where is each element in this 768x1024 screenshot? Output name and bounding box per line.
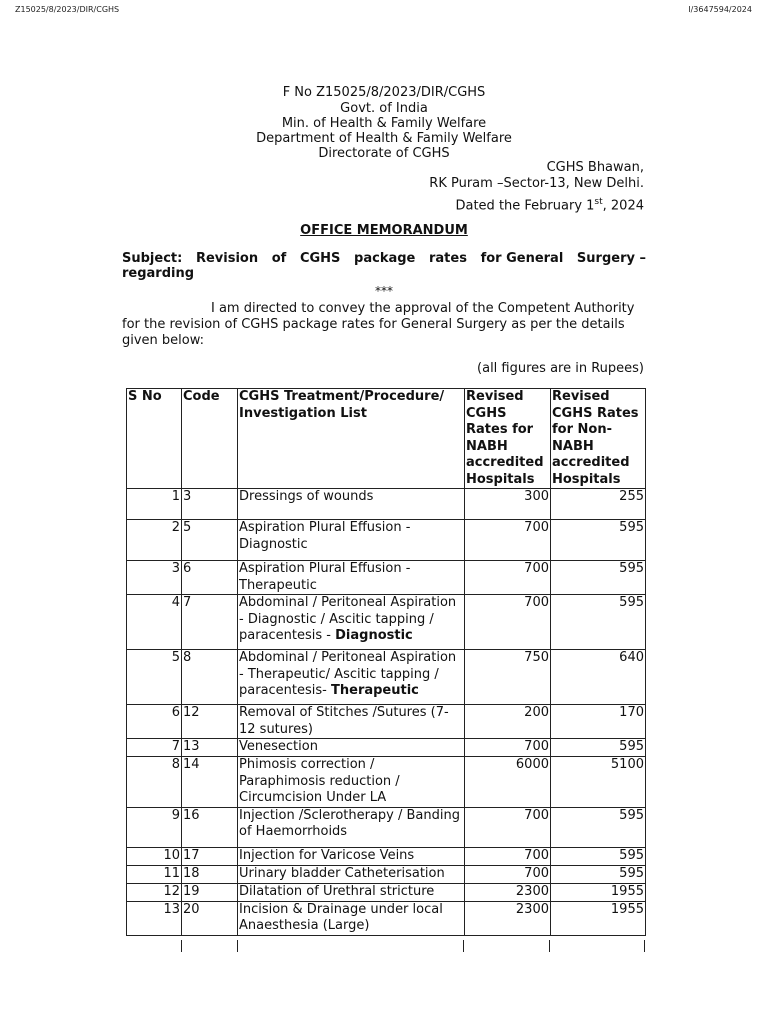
subject-word: for General	[480, 251, 564, 266]
cell-nabh-rate: 700	[465, 865, 551, 883]
table-row	[127, 901, 646, 935]
cell-treatment	[238, 901, 465, 935]
cell-non-nabh-rate: 595	[551, 561, 646, 595]
body-line-1: I am directed to convey the approval of the Competent Authority	[211, 301, 635, 316]
figures-note: (all figures are in Rupees)	[477, 361, 644, 376]
cell-treatment	[238, 561, 465, 595]
cell-treatment	[238, 883, 465, 901]
cell-non-nabh-rate: 595	[551, 807, 646, 847]
date-suffix: , 2024	[602, 198, 644, 214]
subject-line-1	[122, 251, 646, 266]
cell-code: 14	[182, 757, 238, 808]
top-left-reference: Z15025/8/2023/DIR/CGHS	[15, 5, 120, 14]
table-row	[127, 705, 646, 739]
cell-sno: 9	[127, 807, 182, 847]
cell-nabh-rate: 700	[465, 847, 551, 865]
cell-nabh-rate: 700	[465, 739, 551, 757]
cell-treatment	[238, 705, 465, 739]
ministry-line: Min. of Health & Family Welfare	[281, 116, 487, 131]
cell-nabh-rate: 700	[465, 807, 551, 847]
cell-treatment	[238, 847, 465, 865]
cell-non-nabh-rate: 1955	[551, 901, 646, 935]
top-right-reference: I/3647594/2024	[688, 5, 752, 14]
cell-non-nabh-rate: 595	[551, 865, 646, 883]
table-row	[127, 561, 646, 595]
cell-nabh-rate: 200	[465, 705, 551, 739]
subject-word: CGHS	[299, 251, 341, 266]
cell-non-nabh-rate: 595	[551, 595, 646, 650]
cell-code: 7	[182, 595, 238, 650]
cell-treatment	[238, 520, 465, 561]
cell-non-nabh-rate: 640	[551, 650, 646, 705]
cell-sno: 5	[127, 650, 182, 705]
cell-code: 3	[182, 489, 238, 520]
cell-non-nabh-rate: 595	[551, 847, 646, 865]
file-number: F No Z15025/8/2023/DIR/CGHS	[282, 85, 486, 100]
cell-code: 12	[182, 705, 238, 739]
cell-treatment	[238, 739, 465, 757]
cell-non-nabh-rate: 595	[551, 739, 646, 757]
cell-sno: 7	[127, 739, 182, 757]
table-row	[127, 595, 646, 650]
treatment-text: Dilatation of Urethral stricture	[239, 883, 435, 899]
separator-stars: ***	[375, 284, 393, 298]
cell-non-nabh-rate: 1955	[551, 883, 646, 901]
table-row	[127, 739, 646, 757]
cell-sno: 3	[127, 561, 182, 595]
table-row	[127, 807, 646, 847]
table-continuation-line	[463, 940, 464, 952]
treatment-text: Dressings of wounds	[239, 489, 374, 504]
cell-code: 17	[182, 847, 238, 865]
table-header-row	[127, 389, 646, 489]
cell-code: 16	[182, 807, 238, 847]
cell-code: 18	[182, 865, 238, 883]
subject-word: Subject:	[122, 251, 183, 266]
header-nabh-rate: Revised CGHS Rates for NABH accredited Hospitals	[465, 389, 551, 489]
header-treatment: CGHS Treatment/Procedure/ Investigation List	[238, 389, 465, 489]
treatment-text: Aspiration Plural Effusion - Therapeutic	[239, 561, 411, 593]
date-superscript: st	[594, 197, 603, 207]
cell-non-nabh-rate: 5100	[551, 757, 646, 808]
cell-sno: 4	[127, 595, 182, 650]
cell-sno: 2	[127, 520, 182, 561]
table-row	[127, 520, 646, 561]
body-line-3: given below:	[122, 333, 205, 348]
date-prefix: Dated the February 1	[455, 198, 595, 214]
treatment-text: Phimosis correction / Paraphimosis reduction / Circumcision Under LA	[239, 757, 400, 805]
subject-word: package	[354, 251, 416, 266]
cell-sno: 10	[127, 847, 182, 865]
table-row	[127, 757, 646, 808]
table-row	[127, 489, 646, 520]
header-non-nabh-rate: Revised CGHS Rates for Non-NABH accredited Hospitals	[551, 389, 646, 489]
treatment-text: Removal of Stitches /Sutures (7-12 sutures)	[239, 705, 449, 737]
subject-word: Revision	[195, 251, 259, 266]
table-row	[127, 883, 646, 901]
cell-code: 20	[182, 901, 238, 935]
cell-code: 19	[182, 883, 238, 901]
subject-word: of	[271, 251, 287, 266]
cell-nabh-rate: 700	[465, 520, 551, 561]
treatment-text: Incision & Drainage under local Anaesthesia (Large)	[239, 901, 443, 933]
cell-sno: 6	[127, 705, 182, 739]
cell-nabh-rate: 6000	[465, 757, 551, 808]
cell-nabh-rate: 700	[465, 595, 551, 650]
address-line-2: RK Puram –Sector-13, New Delhi.	[429, 176, 644, 191]
treatment-text: Injection for Varicose Veins	[239, 847, 415, 863]
rates-table	[126, 388, 646, 936]
cell-non-nabh-rate: 170	[551, 705, 646, 739]
table-row	[127, 847, 646, 865]
table-continuation-line	[549, 940, 550, 952]
cell-code: 5	[182, 520, 238, 561]
cell-nabh-rate: 700	[465, 561, 551, 595]
subject-line-2: regarding	[122, 266, 195, 281]
department-line: Department of Health & Family Welfare	[256, 131, 512, 146]
header-code: Code	[182, 389, 238, 489]
cell-sno: 1	[127, 489, 182, 520]
cell-sno: 13	[127, 901, 182, 935]
treatment-text: Injection /Sclerotherapy / Banding of Haemorrhoids	[239, 807, 460, 839]
cell-treatment	[238, 489, 465, 520]
body-line-2: for the revision of CGHS package rates for General Surgery as per the details	[122, 317, 625, 332]
govt-line: Govt. of India	[340, 101, 428, 116]
table-row	[127, 865, 646, 883]
cell-code: 6	[182, 561, 238, 595]
cell-non-nabh-rate: 595	[551, 520, 646, 561]
date-line	[455, 194, 644, 214]
treatment-text: Venesection	[239, 739, 318, 754]
treatment-emphasis: Diagnostic	[335, 628, 413, 643]
cell-treatment	[238, 865, 465, 883]
table-row	[127, 650, 646, 705]
cell-treatment	[238, 807, 465, 847]
treatment-text: Aspiration Plural Effusion - Diagnostic	[239, 520, 411, 552]
directorate-line: Directorate of CGHS	[318, 146, 450, 161]
cell-treatment	[238, 650, 465, 705]
cell-treatment	[238, 595, 465, 650]
cell-nabh-rate: 750	[465, 650, 551, 705]
header-sno: S No	[127, 389, 182, 489]
subject-word: Surgery –	[576, 251, 646, 266]
cell-treatment	[238, 757, 465, 808]
cell-non-nabh-rate: 255	[551, 489, 646, 520]
table-continuation-line	[237, 940, 238, 952]
treatment-text: Abdominal / Peritoneal Aspiration - Diagnostic / Ascitic tapping / paracentesis -	[239, 595, 457, 643]
cell-nabh-rate: 300	[465, 489, 551, 520]
memo-body	[122, 301, 646, 349]
cell-nabh-rate: 2300	[465, 901, 551, 935]
cell-sno: 8	[127, 757, 182, 808]
cell-nabh-rate: 2300	[465, 883, 551, 901]
address-line-1: CGHS Bhawan,	[546, 160, 644, 175]
treatment-emphasis: Therapeutic	[331, 683, 419, 698]
treatment-text: Abdominal / Peritoneal Aspiration - Therapeutic/ Ascitic tapping / paracentesis-	[239, 650, 457, 698]
cell-code: 13	[182, 739, 238, 757]
memo-title: OFFICE MEMORANDUM	[300, 223, 468, 238]
subject-word: rates	[428, 251, 467, 266]
table-continuation-line	[644, 940, 645, 952]
cell-sno: 12	[127, 883, 182, 901]
cell-code: 8	[182, 650, 238, 705]
subject	[122, 251, 646, 281]
cell-sno: 11	[127, 865, 182, 883]
table-continuation-line	[181, 940, 182, 952]
treatment-text: Urinary bladder Catheterisation	[239, 865, 445, 881]
